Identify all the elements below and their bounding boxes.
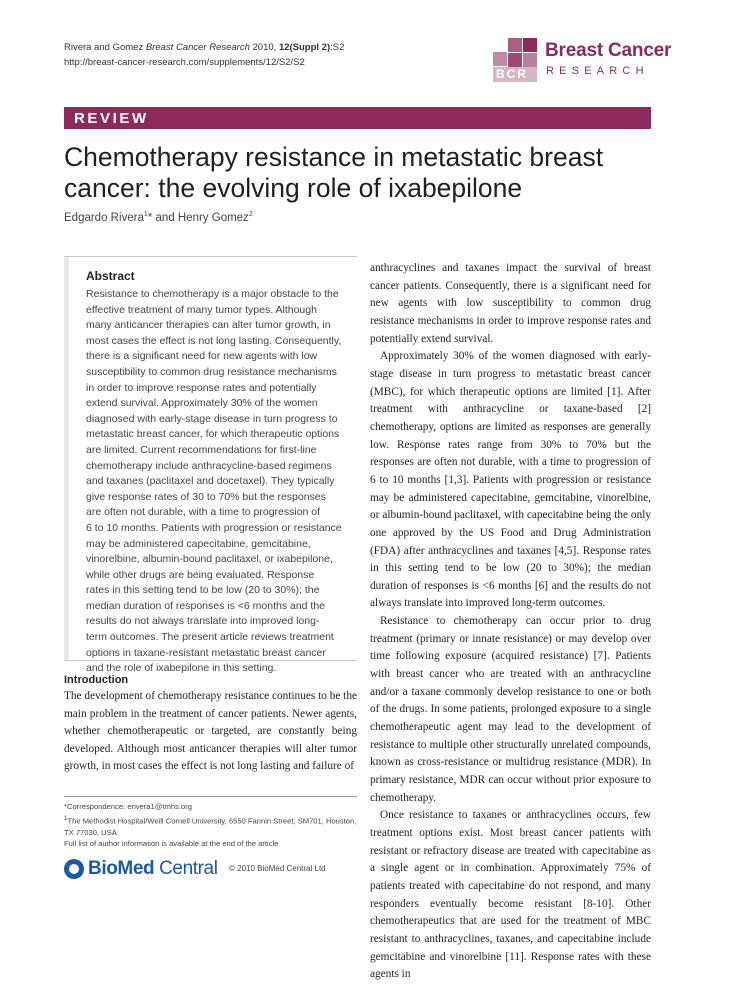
logo-title: Breast Cancer (545, 40, 672, 61)
abstract-line: and taxanes (paclitaxel and docetaxel). They typically (86, 475, 335, 488)
publisher-name-light: Central (154, 858, 218, 879)
introduction-heading: Introduction (64, 674, 129, 686)
affiliation-note (64, 813, 357, 839)
citation-line (64, 40, 344, 55)
body-paragraph: anthracyclines and taxanes impact the survival of breast cancer patients. Consequently, there is a significant need for new agents with low susceptibility to common drug resistance mechanisms in order to improve response rates and potentially extend survival. (370, 262, 651, 345)
abstract-line: vinorelbine, albumin-bound paclitaxel, or ixabepilone, (86, 553, 333, 566)
citation-year: 2010, (249, 42, 279, 53)
article-url[interactable]: http://breast-cancer-research.com/supplements/12/S2/S2 (64, 57, 305, 68)
author-info-note: Full list of author information is available at the end of the article (64, 839, 279, 849)
right-column (370, 260, 651, 984)
abstract-line: diagnosed with early-stage disease in turn progress to (86, 412, 338, 425)
running-header (64, 40, 344, 70)
correspondence-note: *Correspondence: erivera1@tmhs.org (64, 802, 193, 811)
abstract-line: results do not always translate into improved long- (86, 615, 320, 628)
abstract-line: Resistance to chemotherapy is a major obstacle to the (86, 288, 339, 300)
abstract-line: and the role of ixabepilone in this setting. (86, 662, 277, 675)
footnote-divider (64, 796, 357, 797)
abstract-line: effective treatment of many tumor types. Although (86, 303, 317, 316)
bcr-logo-letters: BCR (496, 67, 528, 81)
author-name: and Henry Gomez (152, 211, 249, 224)
abstract-heading: Abstract (86, 269, 135, 283)
copyright-notice: © 2010 BioMed Central Ltd (229, 864, 326, 873)
abstract-line: give response rates of 30 to 70% but the responses (86, 490, 326, 503)
abstract-line: there is a significant need for new agents with low (86, 350, 318, 363)
article-type-bar (64, 107, 651, 129)
citation-id: :S2 (330, 42, 345, 53)
abstract-line: median duration of responses is <6 months and the (86, 599, 326, 612)
logo-subtitle: RESEARCH (546, 65, 649, 77)
abstract-line: while other drugs are being evaluated. Response (86, 568, 315, 581)
abstract-line: options in taxane-resistant metastatic breast cancer (86, 646, 326, 659)
article-title: Chemotherapy resistance in metastatic breast cancer: the evolving role of ixabepilone (64, 142, 604, 203)
article-type: REVIEW (74, 110, 149, 127)
abstract-line: rates in this setting tend to be low (20 to 30%); the (86, 584, 320, 597)
affiliation-marker: 1 (143, 211, 148, 218)
abstract-line: chemotherapy include anthracycline-based regimens (86, 459, 332, 472)
abstract-line: extend survival. Approximately 30% of the women (86, 397, 318, 410)
abstract-line: term outcomes. The present article reviews treatment (86, 631, 334, 644)
abstract-line: are limited. Current recommendations for first-line (86, 443, 317, 456)
abstract-box (64, 256, 357, 675)
corresponding-marker: * (147, 211, 153, 224)
abstract-line: in order to improve response rates and potentially (86, 381, 317, 394)
abstract-line: are often not durable, with a time to progression of (86, 506, 321, 519)
citation-authors: Rivera and Gomez (64, 42, 146, 53)
body-paragraph: Resistance to chemotherapy can occur prior to drug treatment (primary or innate resistance) or may develop over time following exposure (acquired resistance) [7]. Patients with breast cancer who are treated with an anthracycline and/or a taxane commonly develop resistance to one or both of the drugs. In some patients, prolonged exposure to a single chemotherapeutic agent may lead to the development of resistance to multiple other structurally unrelated compounds, known as cross-resistance or multidrug resistance (MDR). In primary resistance, MDR can occur without prior exposure to chemotherapy. (370, 615, 651, 804)
affiliation-text: The Methodist Hospital/Weill Cornell University, 6550 Fannin Street, SM701, Houston, TX 77030, USA (64, 816, 357, 837)
footnotes (64, 801, 357, 850)
abstract-line: susceptibility to common drug resistance mechanisms (86, 365, 337, 378)
abstract-line: 6 to 10 months. Patients with progression or resistance (86, 521, 342, 534)
abstract-line: metastatic breast cancer, for which therapeutic options (86, 428, 340, 441)
affiliation-marker: 1 (64, 814, 68, 822)
biomed-central-circle-icon (64, 859, 84, 879)
abstract-line: may be administered capecitabine, gemcitabine, (86, 537, 311, 550)
biomed-central-logo (64, 857, 224, 883)
body-paragraph: Once resistance to taxanes or anthracyclines occurs, few treatment options exist. Most breast cancer patients with resistant or refractory disease are treated with capecitabine as a single agent or in combination. Approximately 75% of patients treated with capecitabine do not respond, and many responders eventually become resistant [8-10]. Other chemotherapeutics that are used for the treatment of MBC resistant to anthracyclines, taxanes, and capecitabine include gemcitabine and vinorelbine [11]. Response rates with these agents in (370, 809, 651, 981)
abstract-line: many anticancer therapies can alter tumor growth, in (86, 319, 331, 332)
abstract-sidebar (64, 257, 69, 660)
abstract-body (86, 287, 354, 677)
bcr-logo-mark (493, 38, 539, 82)
citation-journal: Breast Cancer Research (145, 42, 250, 53)
publisher-name-bold: BioMed (88, 858, 155, 879)
journal-logo (493, 38, 672, 84)
citation-volume: 12(Suppl 2) (278, 42, 331, 53)
author-list (64, 211, 253, 224)
abstract-line: most cases the effect is not long lasting. Consequently, (86, 334, 342, 347)
affiliation-marker: 2 (248, 211, 253, 218)
introduction-text: The development of chemotherapy resistance continues to be the main problem in the treatment of cancer patients. Newer agents, whether chemotherapeutic or targeted, are constantly being developed. Although most anticancer therapies will alter tumor growth, in most cases the effect is not long lasting and failure of (64, 690, 357, 773)
author-name: Edgardo Rivera (64, 211, 144, 224)
publisher-name (88, 858, 218, 880)
body-paragraph: Approximately 30% of the women diagnosed with early-stage disease in turn progress to metastatic breast cancer (MBC), for which therapeutic options are limited [1]. After treatment with anthracycline or taxane-based [2] chemotherapy, options are limited as responses are generally low. Response rates range from 30% to 70% but the responses are often not durable, with a time to progression of 6 to 10 months [1,3]. Patients with progression or resistance may be administered capecitabine, gemcitabine, vinorelbine, or albumin-bound paclitaxel, with capecitabine being the only one approved by the US Food and Drug Administration (FDA) after anthracyclines and taxanes [4,5]. Response rates in this setting tend to be low (20 to 30%); the median duration of responses is <6 months [6] and the results do not always translate into improved long-term outcomes. (370, 350, 651, 610)
